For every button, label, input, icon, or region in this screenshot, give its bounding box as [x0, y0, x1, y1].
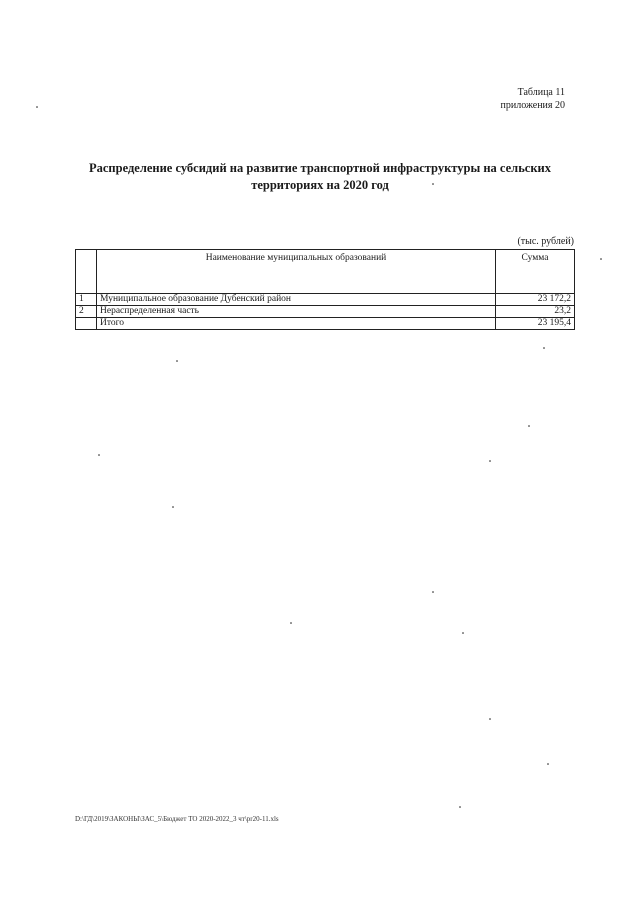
- row-number: 2: [76, 306, 97, 318]
- row-name: Нераспределенная часть: [97, 306, 496, 318]
- row-sum: 23,2: [496, 306, 575, 318]
- file-path-footer: D:\ГД\2019\ЗАКОНЫ\ЗАС_5\Бюджет ТО 2020-2022_3 чт\pr20-11.xls: [75, 815, 279, 823]
- scan-speck: [432, 183, 434, 185]
- header-name: Наименование муниципальных образований: [97, 250, 496, 294]
- row-number: 1: [76, 294, 97, 306]
- scan-speck: [172, 506, 174, 508]
- header-number: [76, 250, 97, 294]
- table-row: [76, 294, 575, 306]
- row-sum: 23 172,2: [496, 294, 575, 306]
- scan-speck: [459, 806, 461, 808]
- subsidy-table: [75, 249, 575, 330]
- appendix-reference: приложения 20: [500, 100, 565, 111]
- scan-speck: [489, 460, 491, 462]
- title-line-1: Распределение субсидий на развитие транспортной инфраструктуры на сельских: [88, 161, 552, 175]
- scan-speck: [176, 360, 178, 362]
- table-header-row: [76, 250, 575, 294]
- units-label: (тыс. рублей): [517, 236, 574, 247]
- scan-speck: [432, 591, 434, 593]
- scan-speck: [462, 632, 464, 634]
- scan-speck: [528, 425, 530, 427]
- title-line-2: территориях на 2020 год: [251, 178, 389, 192]
- scan-speck: [489, 718, 491, 720]
- row-name: Муниципальное образование Дубенский район: [97, 294, 496, 306]
- table-reference: Таблица 11: [517, 87, 565, 98]
- header-sum: Сумма: [496, 250, 575, 294]
- scan-speck: [290, 622, 292, 624]
- document-title: [70, 160, 570, 194]
- total-name: Итого: [97, 318, 496, 330]
- table-row: [76, 306, 575, 318]
- scan-speck: [543, 347, 545, 349]
- table-total-row: [76, 318, 575, 330]
- scan-speck: [547, 763, 549, 765]
- total-sum: 23 195,4: [496, 318, 575, 330]
- total-number: [76, 318, 97, 330]
- scan-speck: [98, 454, 100, 456]
- scan-speck: [36, 106, 38, 108]
- scan-speck: [600, 258, 602, 260]
